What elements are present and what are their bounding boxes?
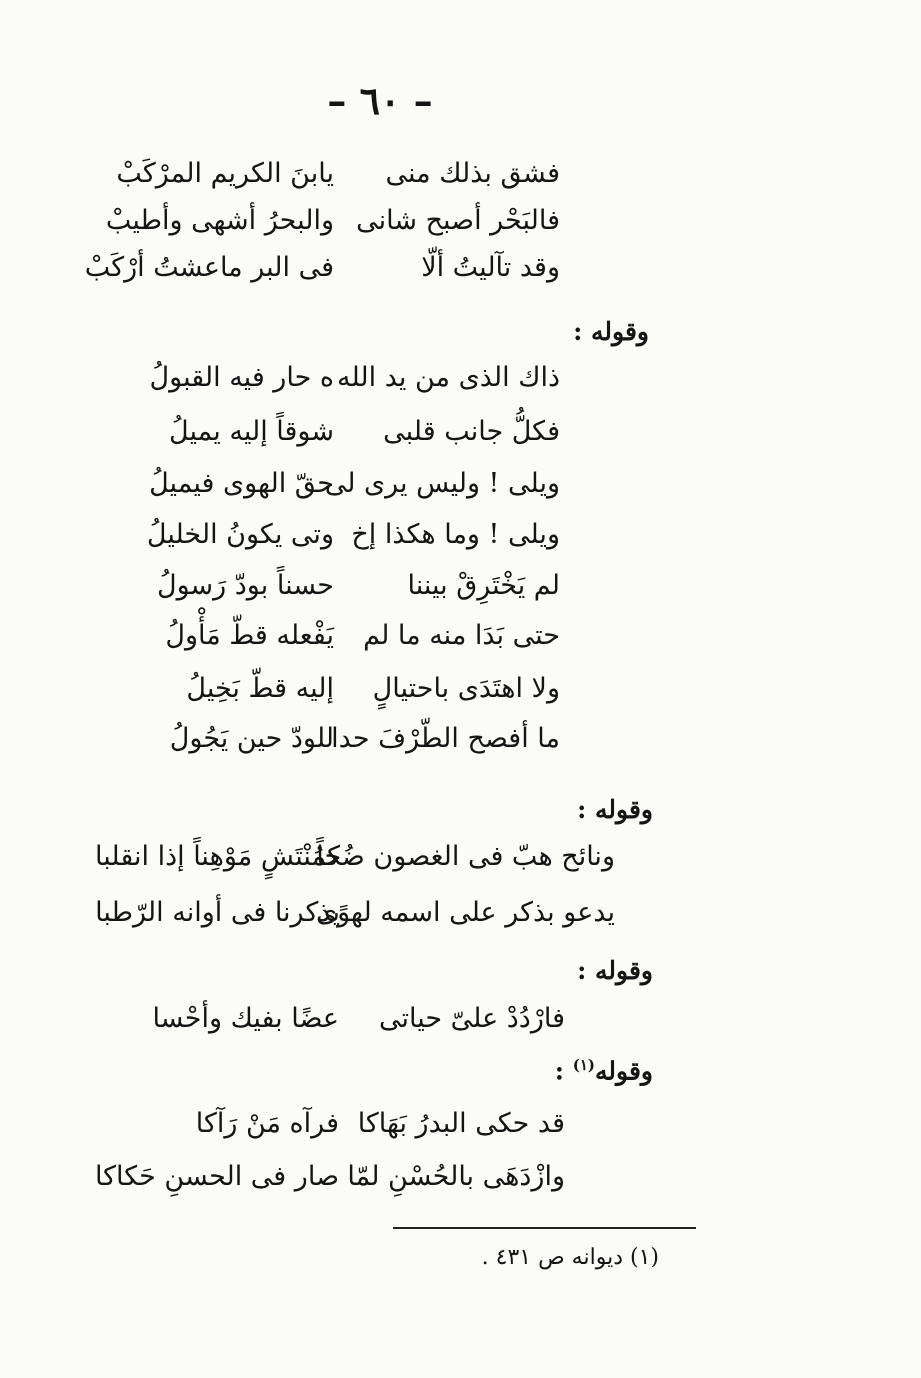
verse-second-hemistich: يابنَ الكريم المرْكَبْ [116,158,334,189]
section-heading: وقوله : [577,956,653,985]
verse-first-hemistich: فشق بذلك منى [385,158,560,189]
verse-line [100,364,560,398]
heading-colon: : [554,1056,565,1086]
footnote: (١) ديوانه ص ٤٣١ . [481,1245,659,1270]
verse-first-hemistich: فالبَحْر أصبح شانى [356,205,560,236]
verse-first-hemistich: وقد تآليتُ ألّا [421,252,560,283]
verse-line [100,521,560,555]
verse-first-hemistich: فارْدُدْ علىّ حياتى [378,1003,565,1034]
verse-line [100,207,560,241]
verse-line [94,1161,565,1197]
verse-line [100,675,560,709]
verse-line [100,1110,565,1144]
verse-second-hemistich: وتى يكونُ الخليلُ [146,519,334,550]
verse-second-hemistich: والبحرُ أشهى وأطيبْ [105,205,334,236]
heading-text: وقوله [595,1056,653,1086]
verse-first-hemistich: ويلى ! وما هكذا إخ [351,519,560,550]
verse-second-hemistich: حقّ الهوى فيميلُ [149,468,334,499]
verse-first-hemistich: وازْدَهَى بالحُسْنِ لمّا [347,1161,565,1192]
verse-line [100,160,560,194]
verse-first-hemistich: ما أفصح الطّرْفَ حدا [331,723,560,754]
verse-line [95,897,615,933]
verse-line [95,841,615,877]
verse-second-hemistich: يذكرنا فى أوانه الرّطبا [95,897,340,928]
verse-line [100,572,560,606]
verse-first-hemistich: يدعو بذكر على اسمه لهوًى [315,897,615,928]
verse-second-hemistich: يَفْعله قطّ مَأْولُ [165,620,334,651]
verse-line [100,622,560,656]
verse-line [100,418,560,452]
verse-first-hemistich: ذاك الذى من يد الله [337,362,560,393]
verse-second-hemistich: كمُنْتَشٍ مَوْهِناً إذا انقلبا [95,841,340,872]
verse-first-hemistich: ويلى ! وليس يرى لى [324,468,560,499]
verse-first-hemistich: ولا اهتَدَى باحتيالٍ [372,673,560,704]
verse-second-hemistich: ه حار فيه القبولُ [149,362,334,393]
verse-first-hemistich: حتى بَدَا منه ما لم [363,620,560,651]
section-heading [555,1056,653,1085]
verse-line [100,470,560,504]
verse-second-hemistich: شوقاً إليه يميلُ [169,416,334,447]
verse-line [100,725,560,759]
verse-second-hemistich: صار فى الحسنِ حَكاكا [94,1161,339,1192]
verse-first-hemistich: ونائح هبّ فى الغصون ضُحاً [316,841,615,872]
section-heading: وقوله : [577,795,653,824]
verse-first-hemistich: فكلُّ جانب قلبى [383,416,560,447]
verse-second-hemistich: للودّ حين يَجُولُ [169,723,334,754]
verse-second-hemistich: فرآه مَنْ رَآكا [195,1108,339,1139]
footnote-marker: (١) [572,1056,596,1074]
verse-first-hemistich: قد حكى البدرُ بَهَاكا [357,1108,565,1139]
verse-second-hemistich: حسناً بودّ رَسولُ [156,570,334,601]
verse-line [84,252,560,288]
verse-line [100,1005,565,1039]
page-number: – ٦٠ – [327,78,433,123]
verse-first-hemistich: لم يَخْتَرِقْ بيننا [407,570,560,601]
verse-second-hemistich: عضًا بفيك وأحْسا [152,1003,339,1034]
section-heading: وقوله : [573,317,649,346]
footnote-divider [393,1227,696,1229]
verse-second-hemistich: إليه قطّ بَخِيلُ [186,673,334,704]
verse-second-hemistich: فى البر ماعشتُ أرْكَبْ [84,252,334,283]
